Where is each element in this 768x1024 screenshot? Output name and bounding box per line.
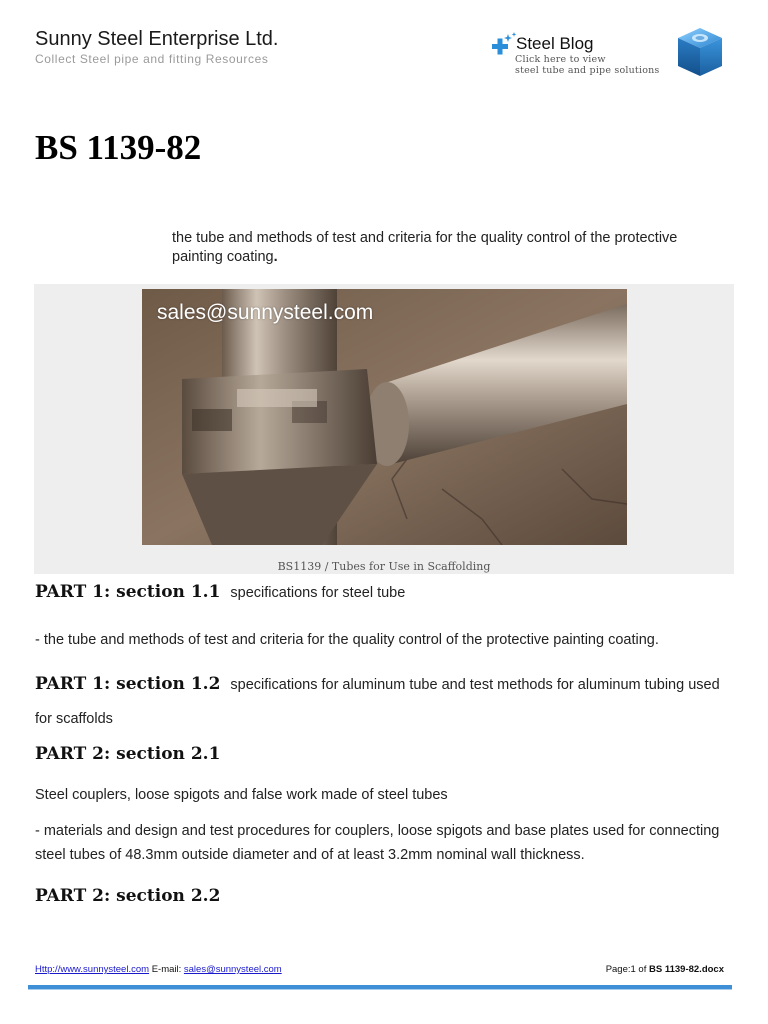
section-2-2-heading: PART 2: section 2.2 [35,886,221,906]
footer-site-link[interactable]: Http://www.sunnysteel.com [35,964,150,975]
intro-text: the tube and methods of test and criteria for the quality control of the protective painting coating [172,230,678,265]
footer-contact [35,964,282,975]
footer-page-label: Page:1 of [605,964,647,975]
section-1-2-desc: specifications for aluminum tube and test methods for aluminum tubing used for scaffolds [35,677,720,727]
section-2-1-heading: PART 2: section 2.1 [35,744,221,764]
footer-divider [28,985,732,990]
scaffold-coupler-illustration [142,289,627,545]
scaffold-tube-photo [142,289,627,545]
steel-blog-link[interactable] [490,26,730,82]
section-1-1-title: PART 1: section 1.1 [35,582,221,602]
footer-file-name: BS 1139-82.docx [649,964,724,975]
section-1-1-body: - the tube and methods of test and criteria for the quality control of the protective painting coating. [35,632,659,648]
intro-paragraph [172,229,732,267]
company-tagline: Collect Steel pipe and fitting Resources [35,52,269,66]
steel-blog-subline-2: steel tube and pipe solutions [515,65,660,76]
plus-sparkle-icon [490,32,518,60]
section-2-1-subtitle: Steel couplers, loose spigots and false work made of steel tubes [35,787,448,803]
section-1-1-heading [35,582,405,602]
steel-blog-subline-1: Click here to view [515,54,606,65]
photo-overlay-email: sales@sunnysteel.com [157,301,374,324]
blue-cube-icon [674,26,726,78]
section-1-1-desc: specifications for steel tube [230,585,406,601]
section-2-1-body: - materials and design and test procedures for couplers, loose spigots and base plates used for connecting steel tubes of 48.3mm outside diameter and of at least 3.2mm nominal wall thickness. [35,823,720,863]
intro-period: . [273,249,278,265]
footer-email-label: E-mail: [151,964,182,975]
company-name: Sunny Steel Enterprise Ltd. [35,28,279,50]
figure-caption: BS1139 / Tubes for Use in Scaffolding [277,560,491,573]
section-1-2-title: PART 1: section 1.2 [35,674,221,694]
document-title: BS 1139-82 [35,128,202,167]
footer-page-info [470,964,724,975]
section-1-2-heading [35,668,735,736]
footer-email-link[interactable]: sales@sunnysteel.com [183,964,282,975]
steel-blog-title: Steel Blog [516,34,594,53]
